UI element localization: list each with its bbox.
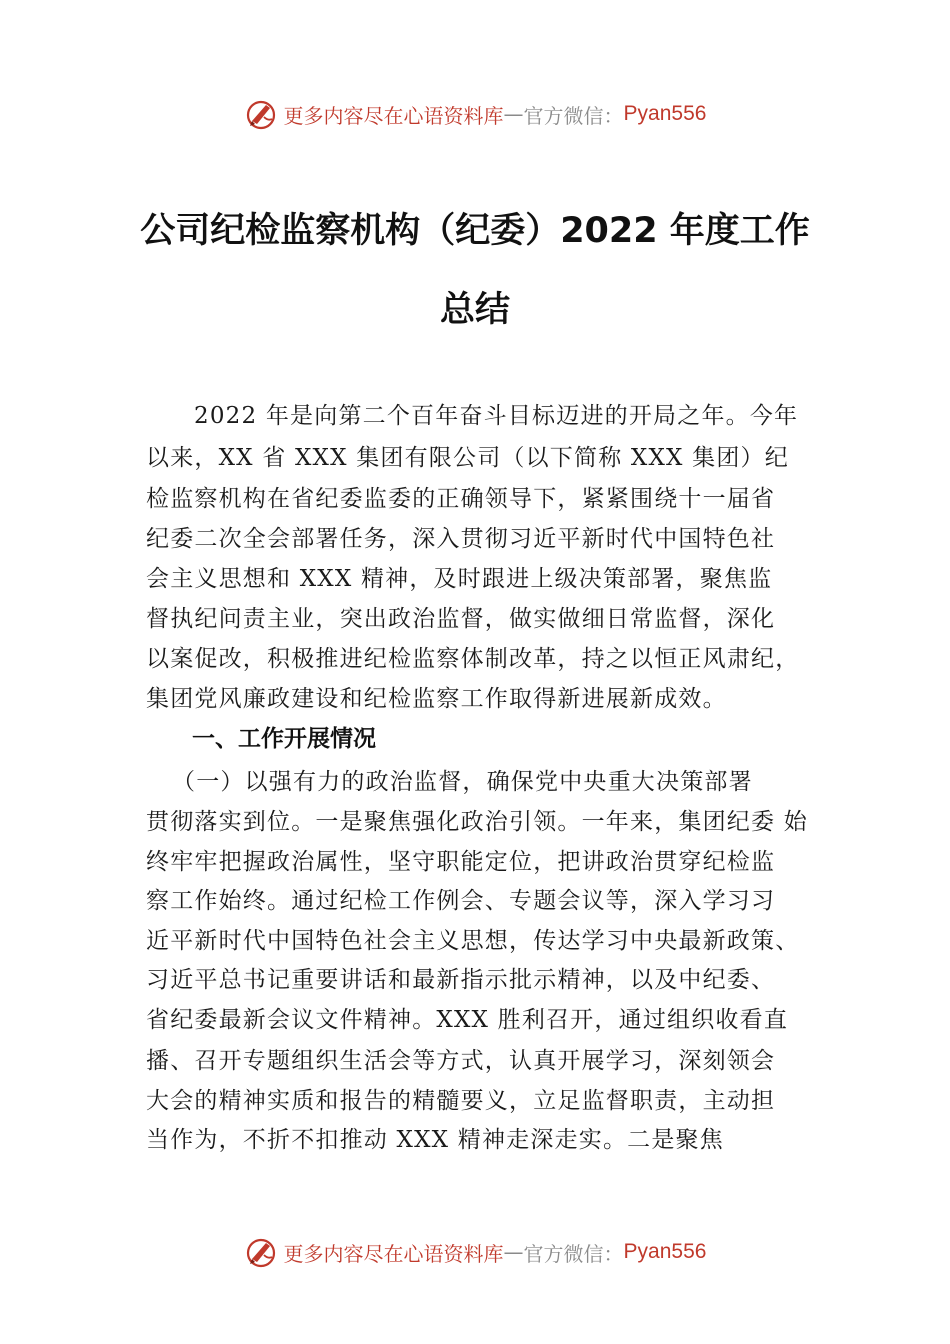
paragraph-line: 察工作始终。通过纪检工作例会、专题会议等，深入学习习 <box>146 888 776 914</box>
watermark-wechat-label: 官方微信： <box>523 1241 624 1266</box>
paragraph-line: 习近平总书记重要讲话和最新指示批示精神，以及中纪委、 <box>146 967 776 993</box>
pen-logo-icon <box>244 1235 278 1269</box>
watermark-wechat-label: 官方微信： <box>523 103 624 128</box>
section-heading: 一、工作开展情况 <box>192 726 376 752</box>
watermark-banner-bottom <box>0 1232 950 1272</box>
watermark-banner-top <box>0 94 950 134</box>
paragraph-line: 集团党风廉政建设和纪检监察工作取得新进展新成效。 <box>146 686 727 712</box>
paragraph-line: 以案促改，积极推进纪检监察体制改革，持之以恒正风肃纪， <box>146 646 800 672</box>
paragraph-line: 以来，XX 省 XXX 集团有限公司（以下简称 XXX 集团）纪 <box>146 445 789 471</box>
pen-logo-icon <box>244 97 278 131</box>
paragraph-line: 督执纪问责主业，突出政治监督，做实做细日常监督，深化 <box>146 606 776 632</box>
watermark-wechat-id: Pyan556 <box>623 102 707 125</box>
paragraph-line: 当作为，不折不扣推动 XXX 精神走深走实。二是聚焦 <box>146 1127 724 1153</box>
paragraph-line: 终牢牢把握政治属性，坚守职能定位，把讲政治贯穿纪检监 <box>146 849 776 875</box>
paragraph-line: 会主义思想和 XXX 精神，及时跟进上级决策部署，聚焦监 <box>146 566 773 592</box>
watermark-brand: 更多内容尽在心语资料库 <box>283 103 504 128</box>
watermark-dash: — <box>503 102 524 126</box>
paragraph-line: 近平新时代中国特色社会主义思想，传达学习中央最新政策、 <box>146 928 800 954</box>
paragraph-line: （一）以强有力的政治监督，确保党中央重大决策部署 <box>172 769 753 795</box>
paragraph-line: 播、召开专题组织生活会等方式，认真开展学习，深刻领会 <box>146 1048 776 1074</box>
paragraph-line: 大会的精神实质和报告的精髓要义，立足监督职责，主动担 <box>146 1088 776 1114</box>
document-title-line-2: 总结 <box>439 290 510 330</box>
document-title-line-1: 公司纪检监察机构（纪委）2022 年度工作 <box>140 211 810 251</box>
paragraph-line: 2022 年是向第二个百年奋斗目标迈进的开局之年。今年 <box>194 403 799 429</box>
paragraph-line: 贯彻落实到位。一是聚焦强化政治引领。一年来，集团纪委 始 <box>146 809 808 835</box>
paragraph-line: 省纪委最新会议文件精神。XXX 胜利召开，通过组织收看直 <box>146 1007 789 1033</box>
watermark-wechat-id: Pyan556 <box>623 1240 707 1263</box>
watermark-brand: 更多内容尽在心语资料库 <box>283 1241 504 1266</box>
paragraph-line: 纪委二次全会部署任务，深入贯彻习近平新时代中国特色社 <box>146 526 776 552</box>
watermark-dash: — <box>503 1240 524 1264</box>
paragraph-line: 检监察机构在省纪委监委的正确领导下，紧紧围绕十一届省 <box>146 486 776 512</box>
